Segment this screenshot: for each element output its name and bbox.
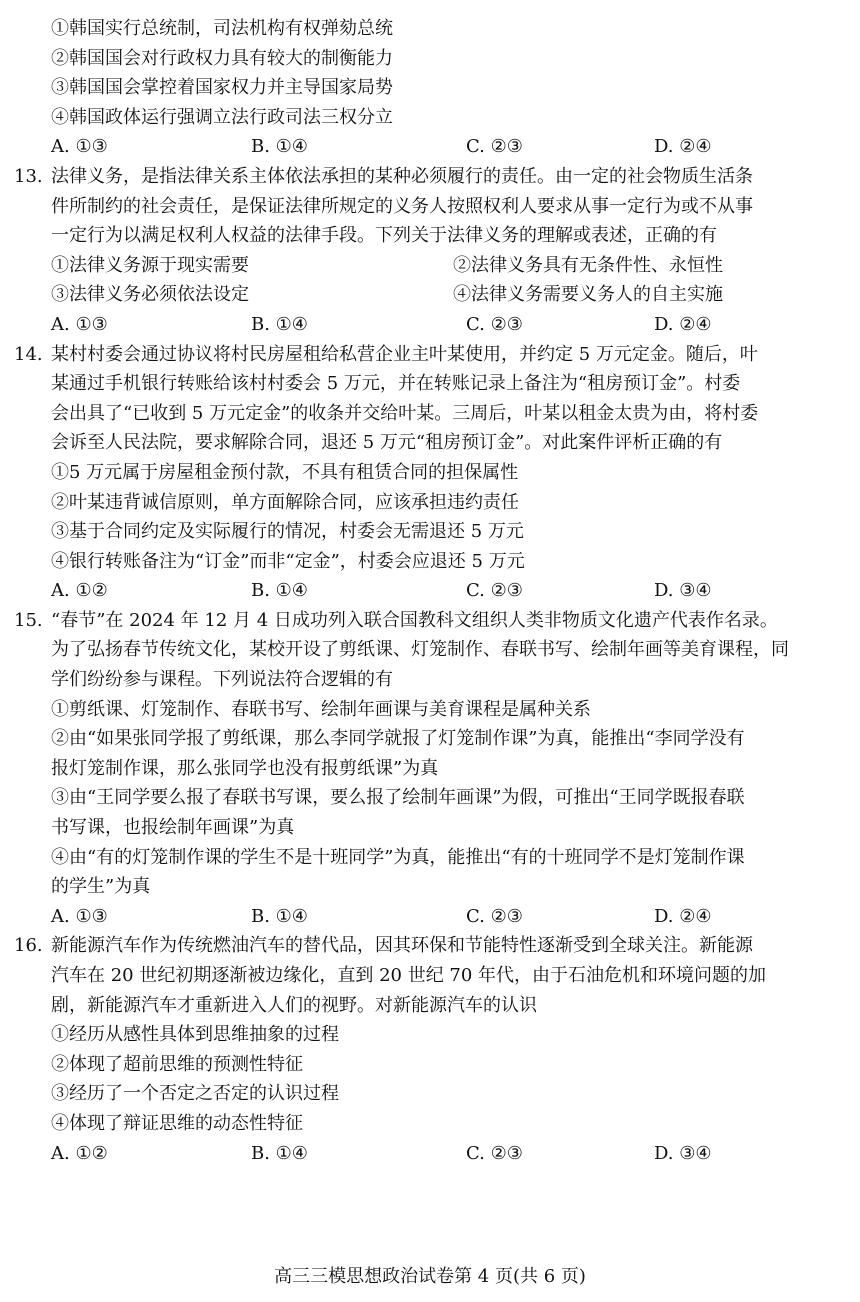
q15-option-2: ②由“如果张同学报了剪纸课，那么李同学就报了灯笼制作课”为真，能推出“李同学没有	[51, 728, 745, 750]
q13-options-row-2	[14, 280, 846, 310]
choice-b: B. ①④	[251, 313, 308, 335]
q12-option-1: ①韩国实行总统制，司法机构有权弹劾总统	[51, 18, 393, 39]
question-16	[14, 931, 846, 1168]
q14-stem-line-2: 某通过手机银行转账给该村村委会 5 万元，并在转账记录上备注为“租房预订金”。村委	[51, 373, 741, 395]
q15-option-3: ③由“王同学要么报了春联书写课，要么报了绘制年画课”为假，可推出“王同学既报春联	[51, 787, 745, 809]
q12-option-2: ②韩国国会对行政权力具有较大的制衡能力	[51, 47, 393, 69]
choice-a: A. ①③	[51, 905, 108, 927]
choice-d: D. ③④	[654, 580, 712, 602]
q14-option-4: ④银行转账备注为“订金”而非“定金”，村委会应退还 5 万元	[51, 550, 525, 572]
question-12-tail	[14, 14, 846, 162]
q13-stem-line-1: 法律义务，是指法律关系主体依法承担的某种必须履行的责任。由一定的社会物质生活条	[51, 165, 753, 187]
q16-option-1: ①经历从感性具体到思维抽象的过程	[51, 1024, 339, 1046]
q15-stem-line-2: 为了弘扬春节传统文化，某校开设了剪纸课、灯笼制作、春联书写、绘制年画等美育课程，同	[51, 639, 789, 661]
q13-option-4: ④法律义务需要义务人的自主实施	[453, 284, 723, 306]
q15-choices	[14, 902, 846, 932]
choice-d: D. ②④	[654, 136, 712, 158]
q12-option-3: ③韩国国会掌控着国家权力并主导国家局势	[51, 77, 393, 99]
question-number: 13.	[14, 165, 43, 187]
q13-options-row-1	[14, 251, 846, 281]
q13-option-1: ①法律义务源于现实需要	[51, 254, 249, 276]
choice-c: C. ②③	[466, 580, 523, 602]
choice-b: B. ①④	[251, 136, 308, 158]
q14-stem-line-4: 会诉至人民法院，要求解除合同，退还 5 万元“租房预订金”。对此案件评析正确的有	[51, 432, 723, 454]
choice-b: B. ①④	[251, 1142, 308, 1164]
q14-stem-line-1: 某村村委会通过协议将村民房屋租给私营企业主叶某使用，并约定 5 万元定金。随后，叶	[51, 343, 758, 365]
choice-c: C. ②③	[466, 136, 523, 158]
q16-stem-line-3: 剧，新能源汽车才重新进入人们的视野。对新能源汽车的认识	[51, 994, 537, 1016]
question-15	[14, 606, 846, 932]
q16-stem-line-2: 汽车在 20 世纪初期逐渐被边缘化，直到 20 世纪 70 年代，由于石油危机和环境问题的加	[51, 965, 767, 986]
choice-b: B. ①④	[251, 580, 308, 602]
q14-choices	[14, 576, 846, 606]
q12-option-4: ④韩国政体运行强调立法行政司法三权分立	[51, 106, 393, 128]
choice-d: D. ②④	[654, 905, 712, 927]
choice-d: D. ③④	[654, 1142, 712, 1164]
q14-option-1: ①5 万元属于房屋租金预付款，不具有租赁合同的担保属性	[51, 461, 519, 483]
choice-a: A. ①③	[51, 136, 108, 158]
choice-b: B. ①④	[251, 905, 308, 927]
q14-option-3: ③基于合同约定及实际履行的情况，村委会无需退还 5 万元	[51, 521, 524, 543]
q13-option-3: ③法律义务必须依法设定	[51, 284, 249, 306]
q14-option-2: ②叶某违背诚信原则，单方面解除合同，应该承担违约责任	[51, 491, 519, 513]
q15-stem-line-3: 学们纷纷参与课程。下列说法符合逻辑的有	[51, 669, 393, 691]
q15-stem-line-1: “春节”在 2024 年 12 月 4 日成功列入联合国教科文组织人类非物质文化遗产代表作名录。	[51, 609, 778, 631]
q15-option-4-cont: 的学生”为真	[51, 876, 151, 898]
q16-option-2: ②体现了超前思维的预测性特征	[51, 1053, 303, 1075]
q16-choices	[14, 1139, 846, 1169]
question-number: 15.	[14, 609, 43, 631]
choice-a: A. ①②	[51, 580, 108, 602]
page-content	[14, 14, 846, 1168]
q14-stem-line-3: 会出具了“已收到 5 万元定金”的收条并交给叶某。三周后，叶某以租金太贵为由，将村委	[51, 402, 759, 424]
question-14	[14, 340, 846, 606]
choice-c: C. ②③	[466, 313, 523, 335]
choice-a: A. ①③	[51, 313, 108, 335]
q13-stem-line-3: 一定行为以满足权利人权益的法律手段。下列关于法律义务的理解或表述，正确的有	[51, 225, 717, 247]
q13-option-2: ②法律义务具有无条件性、永恒性	[453, 254, 723, 276]
q15-option-1: ①剪纸课、灯笼制作、春联书写、绘制年画课与美育课程是属种关系	[51, 698, 591, 720]
q16-option-4: ④体现了辩证思维的动态性特征	[51, 1112, 303, 1134]
question-number: 14.	[14, 343, 43, 365]
q15-option-2-cont: 报灯笼制作课，那么张同学也没有报剪纸课”为真	[51, 757, 439, 779]
choice-a: A. ①②	[51, 1142, 108, 1164]
q13-stem-line-2: 件所制约的社会责任，是保证法律所规定的义务人按照权利人要求从事一定行为或不从事	[51, 195, 753, 217]
q15-option-3-cont: 书写课，也报绘制年画课”为真	[51, 817, 295, 839]
q16-option-3: ③经历了一个否定之否定的认识过程	[51, 1083, 339, 1105]
question-13	[14, 162, 846, 340]
q12-choices	[14, 132, 846, 162]
q13-choices	[14, 310, 846, 340]
page-footer: 高三三模思想政治试卷第 4 页(共 6 页)	[274, 1266, 586, 1287]
choice-c: C. ②③	[466, 905, 523, 927]
choice-c: C. ②③	[466, 1142, 523, 1164]
q16-stem-line-1: 新能源汽车作为传统燃油汽车的替代品，因其环保和节能特性逐渐受到全球关注。新能源	[51, 935, 753, 957]
question-number: 16.	[14, 935, 43, 957]
q15-option-4: ④由“有的灯笼制作课的学生不是十班同学”为真，能推出“有的十班同学不是灯笼制作课	[51, 846, 745, 868]
choice-d: D. ②④	[654, 313, 712, 335]
